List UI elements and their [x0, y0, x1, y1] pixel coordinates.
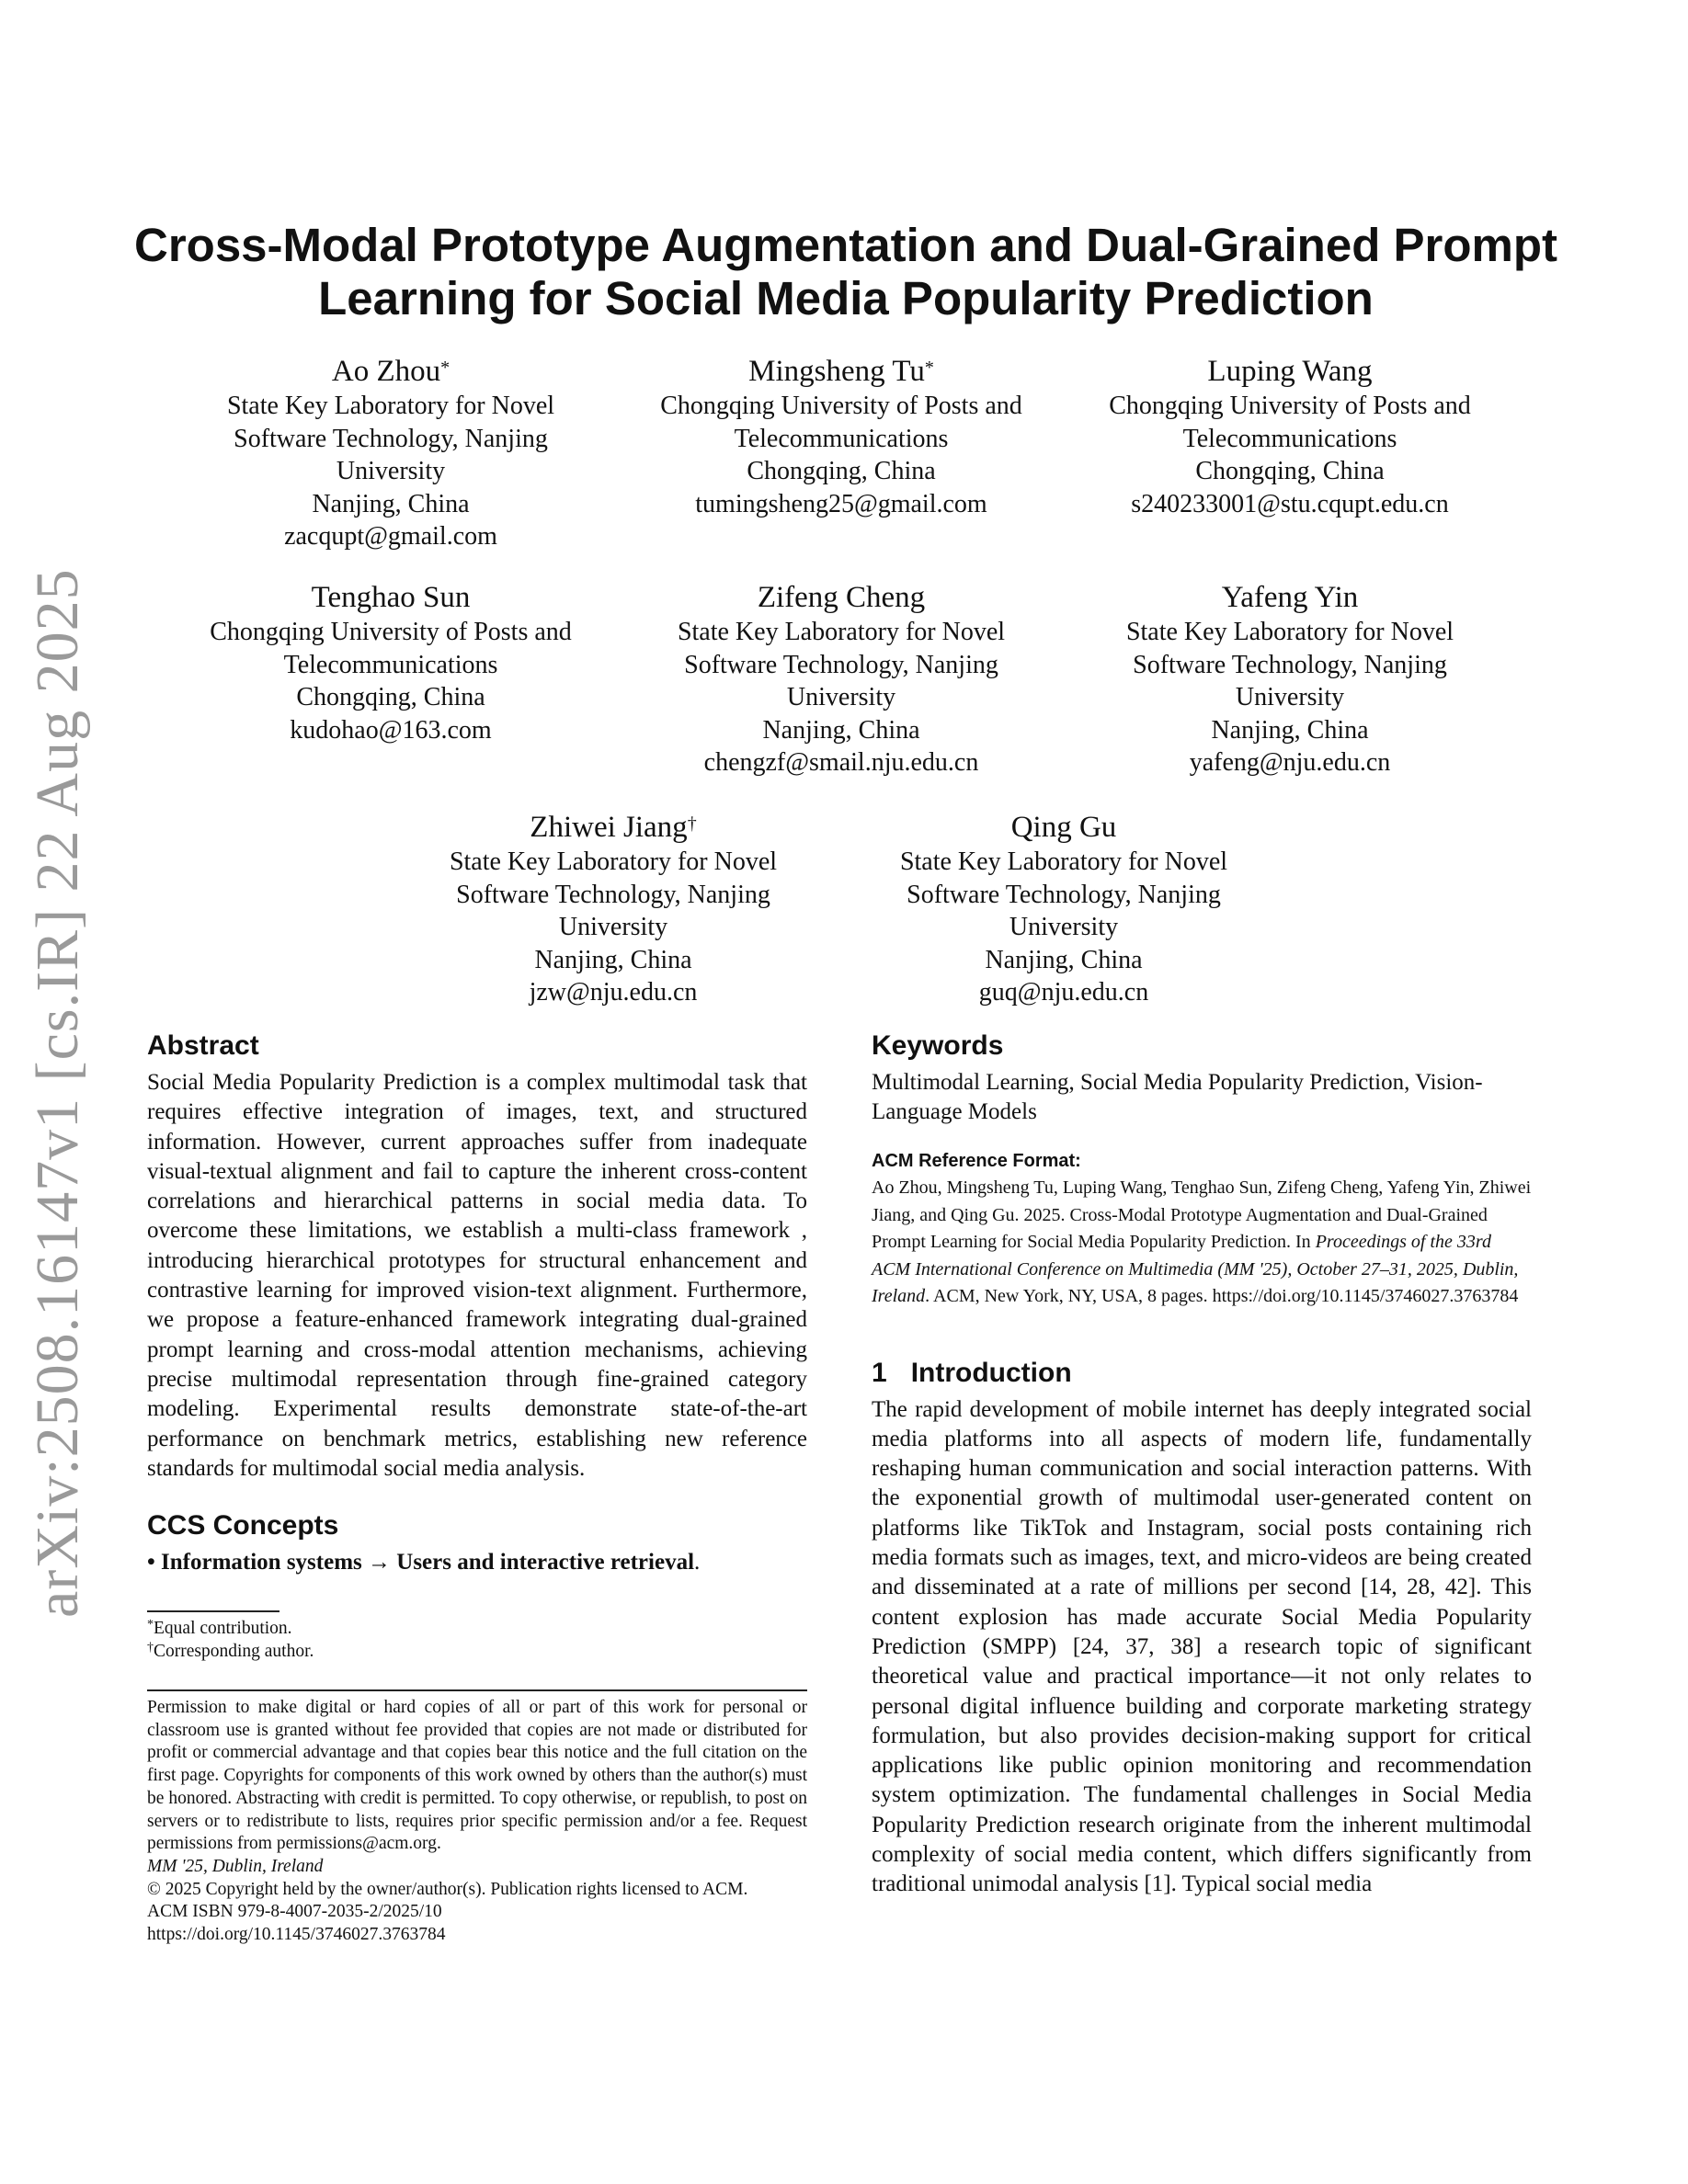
author-affiliation: State Key Laboratory for Novel Software Technology, Nanjing University Nanjing, China chengzf@smail.nju.edu.cn — [677, 618, 1006, 777]
author-name: Qing Gu — [1010, 811, 1117, 844]
author-block — [625, 579, 1057, 779]
author-block — [625, 353, 1057, 520]
author-block — [397, 809, 829, 1009]
right-column — [872, 1029, 1532, 1900]
left-column — [147, 1029, 807, 1577]
author-name: Ao Zhou* — [331, 355, 451, 388]
author-name: Mingsheng Tu* — [748, 355, 934, 388]
author-name: Zhiwei Jiang† — [530, 811, 697, 844]
author-block — [1074, 353, 1506, 520]
author-affiliation: Chongqing University of Posts and Telecommunications Chongqing, China tumingsheng25@gmail.com — [660, 392, 1022, 518]
copyright-line: © 2025 Copyright held by the owner/author(s). Publication rights licensed to ACM. — [147, 1879, 748, 1899]
abstract-heading: Abstract — [147, 1030, 259, 1061]
author-block — [1074, 579, 1506, 779]
author-affiliation: Chongqing University of Posts and Telecommunications Chongqing, China kudohao@163.com — [210, 618, 572, 745]
paper-title: Cross-Modal Prototype Augmentation and Dual-Grained Prompt Learning for Social Media Popularity Prediction — [133, 219, 1558, 324]
doi-link[interactable]: https://doi.org/10.1145/3746027.3763784 — [147, 1925, 446, 1945]
footnotes — [147, 1618, 807, 1663]
isbn-line: ACM ISBN 979-8-4007-2035-2/2025/10 — [147, 1902, 442, 1922]
keywords-text: Multimodal Learning, Social Media Popularity Prediction, Vision-Language Models — [872, 1070, 1483, 1125]
author-affiliation: State Key Laboratory for Novel Software Technology, Nanjing University Nanjing, China guq@nju.edu.cn — [899, 847, 1228, 1007]
author-block — [175, 353, 607, 553]
venue-line: MM '25, Dublin, Ireland — [147, 1856, 324, 1876]
permission-rule — [147, 1689, 807, 1691]
abstract-text: Social Media Popularity Prediction is a complex multimodal task that requires effective integration of images, text, and structured information. However, current approaches suffer from inadequate visual-textual alignment and fail to capture the inherent cross-content correlations and hierarchical patterns in social media data. To overcome these limitations, we establish a multi-class framework , introducing hierarchical prototypes for structural enhancement and contrastive learning for improved vision-text alignment. Furthermore, we propose a feature-enhanced framework integrating dual-grained prompt learning and cross-modal attention mechanisms, achieving precise multimodal representation through fine-grained category modeling. Experimental results demonstrate state-of-the-art performance on benchmark metrics, establishing new reference standards for multimodal social media analysis. — [147, 1070, 807, 1481]
arxiv-watermark: arXiv:2508.16147v1 [cs.IR] 22 Aug 2025 — [24, 568, 91, 1618]
permission-block — [147, 1697, 807, 1947]
introduction-text: The rapid development of mobile internet has deeply integrated social media platforms into all aspects of modern life, fundamentally reshaping human communication and social interaction patterns. With the exponential growth of multimodal user-generated content on platforms like TikTok and Instagram, social posts containing rich media formats such as images, text, and micro-videos are being created and disseminated at a rate of millions per second [14, 28, 42]. This content explosion has made accurate Social Media Popularity Prediction (SMPP) [24, 37, 38] a research topic of significant theoretical value and practical importance—it not only relates to personal digital influence building and corporate marketing strategy formulation, but also provides decision-making support for critical applications like public opinion monitoring and recommendation system optimization. The fundamental challenges in Social Media Popularity Prediction research originate from the inherent multimodal complexity of social media content, which differs significantly from traditional unimodal analysis [1]. Typical social media — [872, 1396, 1532, 1897]
introduction-heading: 1 Introduction — [872, 1357, 1072, 1388]
author-affiliation: State Key Laboratory for Novel Software Technology, Nanjing University Nanjing, China jzw@nju.edu.cn — [449, 847, 778, 1007]
permission-text: Permission to make digital or hard copies of all or part of this work for personal or classroom use is granted without fee provided that copies are not made or distributed for profit or commercial advantage and that copies bear this notice and the full citation on the first page. Copyrights for components of this work owned by others than the author(s) must be honored. Abstracting with credit is permitted. To copy otherwise, or republish, to post on servers or to redistribute to lists, requires prior specific permission and/or a fee. Request permissions from permissions@acm.org. — [147, 1698, 807, 1854]
author-name: Tenghao Sun — [311, 581, 471, 614]
keywords-heading: Keywords — [872, 1030, 1004, 1061]
author-block — [848, 809, 1280, 1009]
acm-reference-heading: ACM Reference Format: — [872, 1150, 1081, 1171]
acm-reference — [872, 1148, 1532, 1311]
footnote-rule — [147, 1610, 279, 1612]
author-name: Zifeng Cheng — [757, 581, 926, 614]
ccs-heading: CCS Concepts — [147, 1510, 339, 1541]
footnote-corresponding: †Corresponding author. — [147, 1640, 314, 1661]
author-name: Luping Wang — [1207, 355, 1373, 388]
author-name: Yafeng Yin — [1221, 581, 1359, 614]
author-affiliation: State Key Laboratory for Novel Software Technology, Nanjing University Nanjing, China zacqupt@gmail.com — [226, 392, 555, 551]
author-affiliation: State Key Laboratory for Novel Software Technology, Nanjing University Nanjing, China yafeng@nju.edu.cn — [1125, 618, 1454, 777]
ccs-concepts: • Information systems → Users and interactive retrieval. — [147, 1550, 701, 1575]
author-affiliation: Chongqing University of Posts and Telecommunications Chongqing, China s240233001@stu.cqupt.edu.cn — [1109, 392, 1471, 518]
footnote-equal: *Equal contribution. — [147, 1618, 292, 1638]
author-block — [175, 579, 607, 746]
acm-reference-text: Ao Zhou, Mingsheng Tu, Luping Wang, Tenghao Sun, Zifeng Cheng, Yafeng Yin, Zhiwei Jiang, and Qing Gu. 2025. Cross-Modal Prototype Augmentation and Dual-Grained Prompt Learning for Social Media Popularity Prediction. In Proceedings of the 33rd ACM International Conference on Multimedia (MM '25), October 27–31, 2025, Dublin, Ireland. ACM, New York, NY, USA, 8 pages. https://doi.org/10.1145/3746027.3763784 — [872, 1177, 1532, 1307]
